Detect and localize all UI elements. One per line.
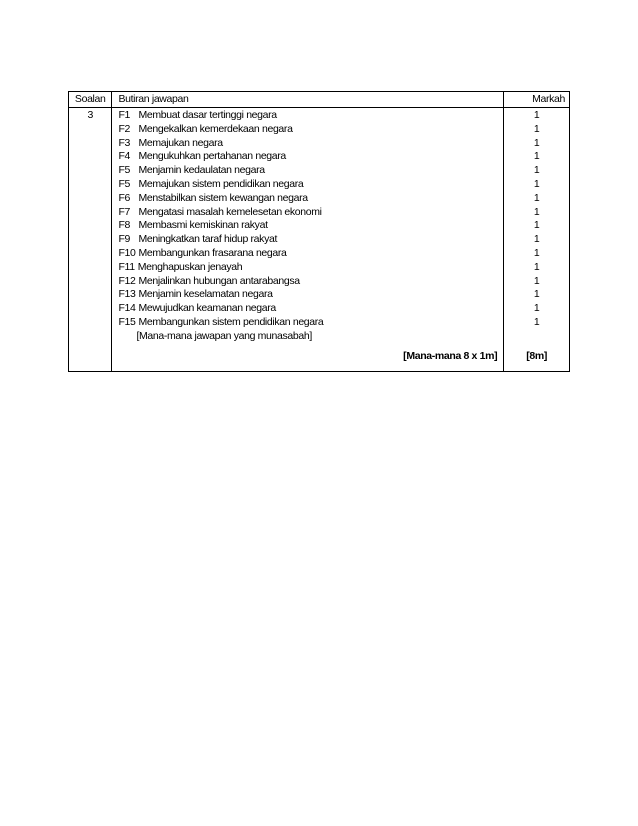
mark-value: 1 xyxy=(533,136,540,149)
list-item xyxy=(118,247,503,261)
answer-code: F1 xyxy=(118,109,131,121)
table-header-row xyxy=(69,92,570,108)
answer-details-cell xyxy=(112,108,504,372)
mark-value: 1 xyxy=(533,274,540,287)
header-soalan: Soalan xyxy=(69,92,112,108)
mark-value: 1 xyxy=(533,122,540,135)
header-markah: Markah xyxy=(504,92,570,108)
list-item xyxy=(118,109,503,123)
mark-value: 1 xyxy=(533,233,540,246)
answer-scheme-table xyxy=(68,91,570,372)
mark-value: 1 xyxy=(533,177,540,190)
list-item xyxy=(118,150,503,164)
total-mark: [8m] xyxy=(526,349,548,362)
answer-code: F3 xyxy=(118,136,131,149)
answer-text: Mewujudkan keamanan negara xyxy=(138,302,276,315)
answer-text: Memajukan negara xyxy=(138,136,223,149)
answer-code: F5 xyxy=(118,164,131,177)
answer-text: Membuat dasar tertinggi negara xyxy=(138,109,277,121)
answer-note: [Mana-mana jawapan yang munasabah] xyxy=(136,329,312,342)
answer-code: F2 xyxy=(118,122,131,135)
answer-text: Menjamin kedaulatan negara xyxy=(138,164,265,177)
marks-list xyxy=(504,109,569,330)
list-item xyxy=(118,233,503,247)
marks-spacer xyxy=(504,330,569,344)
mark-value: 1 xyxy=(533,315,540,328)
total-rule: [Mana-mana 8 x 1m] xyxy=(403,349,498,362)
mark-value: 1 xyxy=(533,246,540,259)
answer-code: F8 xyxy=(118,219,131,232)
mark-value: 1 xyxy=(533,109,540,121)
answer-code: F15 xyxy=(118,315,136,328)
answer-code: F13 xyxy=(118,288,136,301)
header-butiran-jawapan: Butiran jawapan xyxy=(112,92,504,108)
list-item xyxy=(118,178,503,192)
mark-value: 1 xyxy=(533,164,540,177)
answer-text: Membangunkan frasarana negara xyxy=(138,246,287,259)
answer-code: F7 xyxy=(118,205,131,218)
answer-list xyxy=(118,109,503,330)
answer-text: Menghapuskan jenayah xyxy=(137,260,243,273)
mark-value: 1 xyxy=(533,191,540,204)
answer-text: Mengatasi masalah kemelesetan ekonomi xyxy=(138,205,322,218)
mark-value: 1 xyxy=(533,150,540,163)
answer-text: Menjamin keselamatan negara xyxy=(138,288,273,301)
list-item xyxy=(118,316,503,330)
answer-text: Menjalinkan hubungan antarabangsa xyxy=(138,274,300,287)
answer-code: F12 xyxy=(118,274,136,287)
answer-code: F5 xyxy=(118,177,131,190)
list-item xyxy=(118,261,503,275)
answer-code: F4 xyxy=(118,150,131,163)
list-item xyxy=(118,219,503,233)
answer-code: F11 xyxy=(118,260,135,273)
mark-value: 1 xyxy=(533,288,540,301)
answer-text: Membasmi kemiskinan rakyat xyxy=(138,219,268,232)
answer-text: Mengukuhkan pertahanan negara xyxy=(138,150,286,163)
answer-code: F10 xyxy=(118,246,136,259)
list-item xyxy=(118,302,503,316)
answer-text: Meningkatkan taraf hidup rakyat xyxy=(138,233,278,246)
mark-value: 1 xyxy=(533,302,540,315)
answer-code: F14 xyxy=(118,302,136,315)
question-number: 3 xyxy=(69,108,112,372)
list-item xyxy=(118,137,503,151)
answer-code: F6 xyxy=(118,191,131,204)
answer-text: Menstabilkan sistem kewangan negara xyxy=(138,191,308,204)
answer-code: F9 xyxy=(118,233,131,246)
answer-text: Memajukan sistem pendidikan negara xyxy=(138,177,304,190)
list-item xyxy=(118,164,503,178)
list-item xyxy=(118,275,503,289)
mark-value: 1 xyxy=(533,205,540,218)
answer-text: Membangunkan sistem pendidikan negara xyxy=(138,315,324,328)
mark-value: 1 xyxy=(533,260,540,273)
list-item xyxy=(118,192,503,206)
list-item xyxy=(118,123,503,137)
table-row xyxy=(69,108,570,372)
marks-cell xyxy=(504,108,570,372)
mark-value: 1 xyxy=(533,219,540,232)
answer-text: Mengekalkan kemerdekaan negara xyxy=(138,122,293,135)
list-item xyxy=(118,288,503,302)
list-item xyxy=(118,206,503,220)
